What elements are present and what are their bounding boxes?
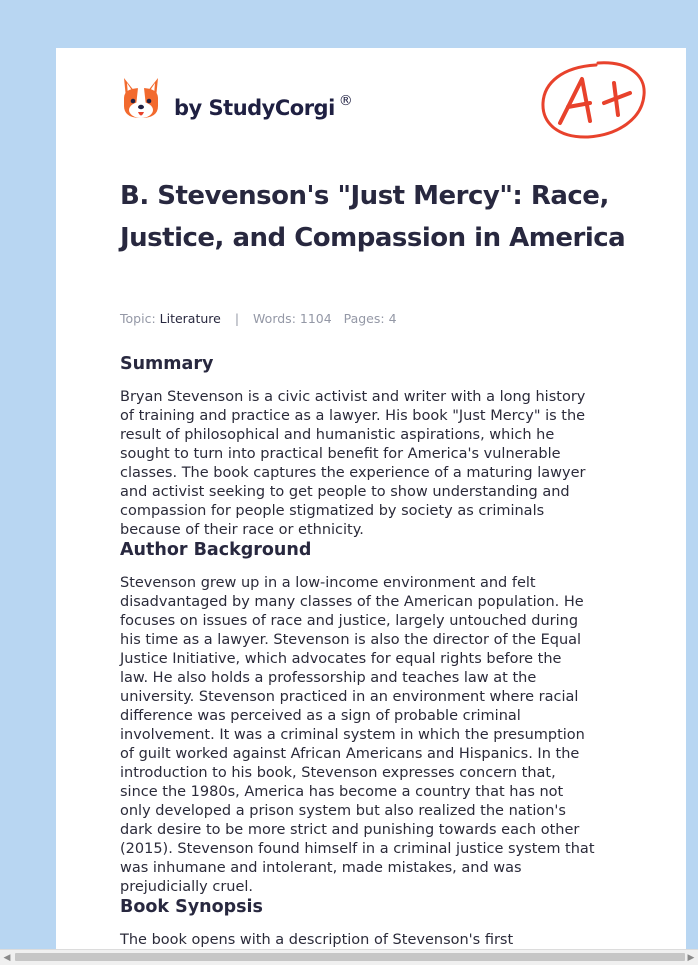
section-heading-author-background: Author Background [120, 540, 312, 560]
section-body-summary: Bryan Stevenson is a civic activist and writer with a long history of training and practice as a lawyer. His book "Just Mercy" is the result of philosophical and humanistic aspirations, which he sought to turn into practical benefit for America's vulnerable classes. The book captures the experience of a maturing lawyer and activist seeking to get people to show understanding and compassion for people stigmatized by society as criminals because of their race or ethnicity. [120, 389, 586, 538]
document-page [56, 48, 686, 964]
topic-label: Topic: [120, 311, 156, 326]
meta-separator: | [234, 311, 240, 326]
studycorgi-logo[interactable] [120, 76, 352, 122]
scrollbar-thumb[interactable] [15, 953, 685, 961]
registered-mark: ® [338, 92, 353, 109]
scroll-left-arrow-icon[interactable]: ◀ [3, 952, 11, 962]
topic-link[interactable]: Literature [159, 311, 221, 326]
brand-text: by StudyCorgi [174, 95, 335, 120]
article-title: B. Stevenson's "Just Mercy": Race, Justice, and Compassion in America [120, 181, 626, 253]
page-count: Pages: 4 [343, 311, 397, 326]
section-body-author-background: Stevenson grew up in a low-income environment and felt disadvantaged by many classes of the American population. He focuses on issues of race and justice, largely untouched during his time as a lawyer. Stevenson is also the director of the Equal Justice Initiative, which advocates for equal rights before the law. He also holds a professorship and teaches law at the university. Stevenson practiced in an environment where racial difference was perceived as a sign of probable criminal involvement. It was a criminal system in which the presumption of guilt worked against African Americans and Hispanics. In the introduction to his book, Stevenson expresses concern that, since the 1980s, America has become a country that has not only developed a prison system but also realized the nation's dark desire to be more strict and punishing towards each other (2015). Stevenson found himself in a criminal justice system that was inhumane and intolerant, made mistakes, and was prejudicially cruel. [120, 575, 595, 895]
article-body [120, 354, 630, 950]
grade-a-plus-stamp [538, 59, 648, 141]
section-heading-book-synopsis: Book Synopsis [120, 897, 263, 917]
section-body-book-synopsis: The book opens with a description of Stevenson's first [120, 932, 514, 948]
scroll-right-arrow-icon[interactable]: ▶ [687, 952, 695, 962]
article-meta [120, 311, 397, 326]
horizontal-scrollbar[interactable] [0, 949, 698, 965]
word-count: Words: 1104 [253, 311, 332, 326]
brand-name [174, 93, 352, 120]
section-heading-summary: Summary [120, 354, 214, 374]
corgi-icon [120, 76, 162, 122]
